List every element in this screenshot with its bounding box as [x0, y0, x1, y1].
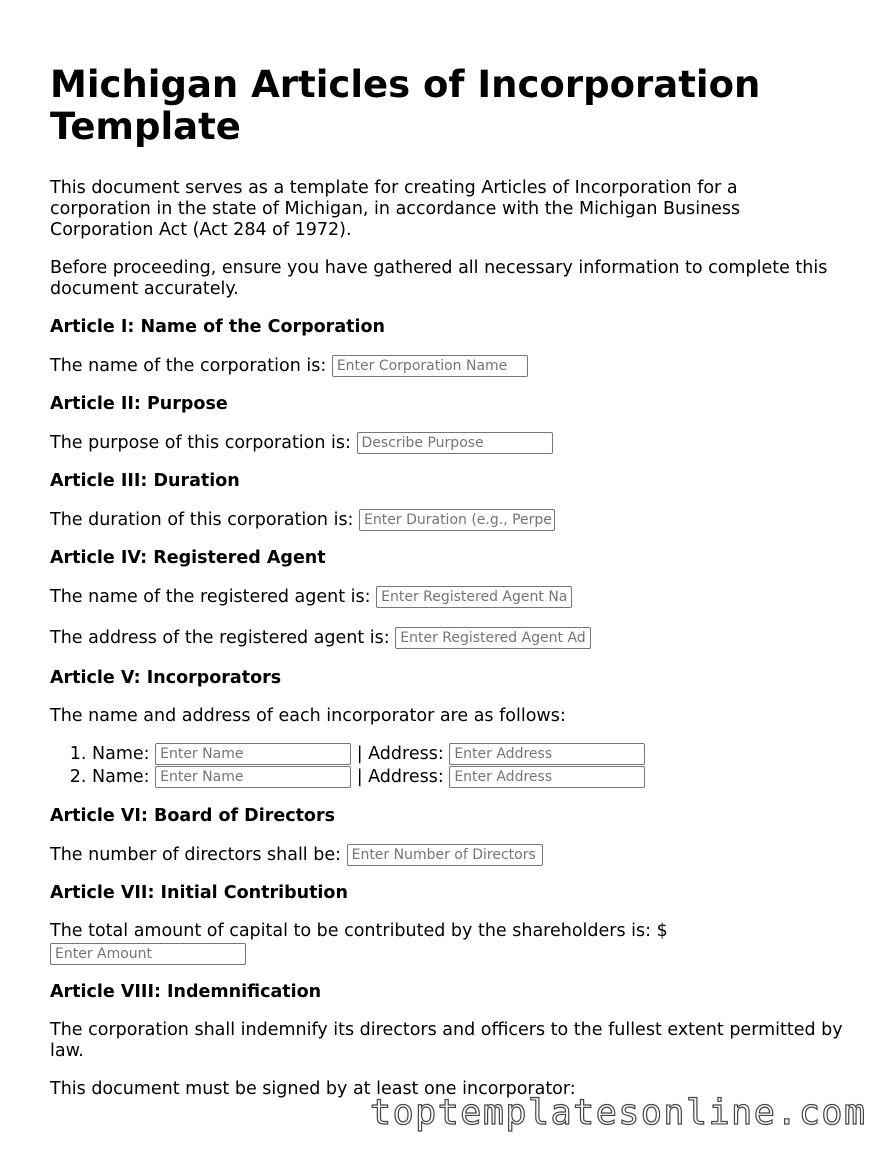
article-3-heading: Article III: Duration: [50, 471, 240, 491]
article-6-heading: Article VI: Board of Directors: [50, 806, 335, 826]
incorporator-row: [92, 743, 843, 766]
agent-name-text: The name of the registered agent is:: [50, 587, 371, 607]
incorporator-1-address-input[interactable]: Enter Address: [449, 743, 645, 765]
article-7-text: The total amount of capital to be contributed by the shareholders is: $: [50, 921, 668, 941]
article-2-text: The purpose of this corporation is:: [50, 433, 351, 453]
corporation-name-input[interactable]: Enter Corporation Name: [332, 355, 528, 377]
article-3-text: The duration of this corporation is:: [50, 510, 354, 530]
article-8-text: The corporation shall indemnify its directors and officers to the fullest extent permitted by law.: [50, 1020, 843, 1061]
incorporator-1-name-input[interactable]: Enter Name: [155, 743, 351, 765]
article-7-heading: Article VII: Initial Contribution: [50, 883, 348, 903]
article-4-heading: Article IV: Registered Agent: [50, 548, 326, 568]
purpose-input[interactable]: Describe Purpose: [357, 432, 553, 454]
incorporator-2-name-input[interactable]: Enter Name: [155, 766, 351, 788]
directors-count-input[interactable]: Enter Number of Directors: [347, 844, 543, 866]
page-title: Michigan Articles of Incorporation Template: [50, 63, 761, 148]
article-3-line: [50, 509, 843, 531]
article-2-line: [50, 432, 843, 454]
incorporator-2-address-input[interactable]: Enter Address: [449, 766, 645, 788]
signature-note: This document must be signed by at least one incorporator:: [50, 1079, 576, 1099]
agent-name-input[interactable]: Enter Registered Agent Na: [376, 586, 572, 608]
intro-note: Before proceeding, ensure you have gathered all necessary information to complete this document accurately.: [50, 258, 828, 299]
watermark-text: toptemplatesonline.com: [370, 1093, 867, 1133]
incorporator-address-label: | Address:: [356, 744, 444, 764]
incorporator-row: [92, 766, 843, 789]
article-1-line: [50, 355, 843, 377]
incorporator-address-label: | Address:: [356, 767, 444, 787]
intro-paragraph: This document serves as a template for creating Articles of Incorporation for a corporation in the state of Michigan, in accordance with the Michigan Business Corporation Act (Act 284 of 1972).: [50, 178, 741, 240]
article-6-text: The number of directors shall be:: [50, 845, 342, 865]
article-6-line: [50, 844, 843, 866]
incorporator-list: [50, 743, 843, 789]
agent-address-text: The address of the registered agent is:: [50, 628, 390, 648]
article-5-text: The name and address of each incorporator are as follows:: [50, 706, 566, 726]
article-2-heading: Article II: Purpose: [50, 394, 228, 414]
duration-input[interactable]: Enter Duration (e.g., Perpe: [359, 509, 555, 531]
incorporator-name-label: Name:: [92, 744, 150, 764]
article-8-heading: Article VIII: Indemnification: [50, 982, 322, 1002]
incorporator-name-label: Name:: [92, 767, 150, 787]
capital-amount-input[interactable]: Enter Amount: [50, 943, 246, 965]
article-1-heading: Article I: Name of the Corporation: [50, 317, 385, 337]
article-1-text: The name of the corporation is:: [50, 356, 327, 376]
article-5-heading: Article V: Incorporators: [50, 668, 282, 688]
agent-address-input[interactable]: Enter Registered Agent Ad: [395, 627, 591, 649]
article-4-name-line: [50, 586, 843, 608]
article-4-address-line: [50, 627, 843, 649]
